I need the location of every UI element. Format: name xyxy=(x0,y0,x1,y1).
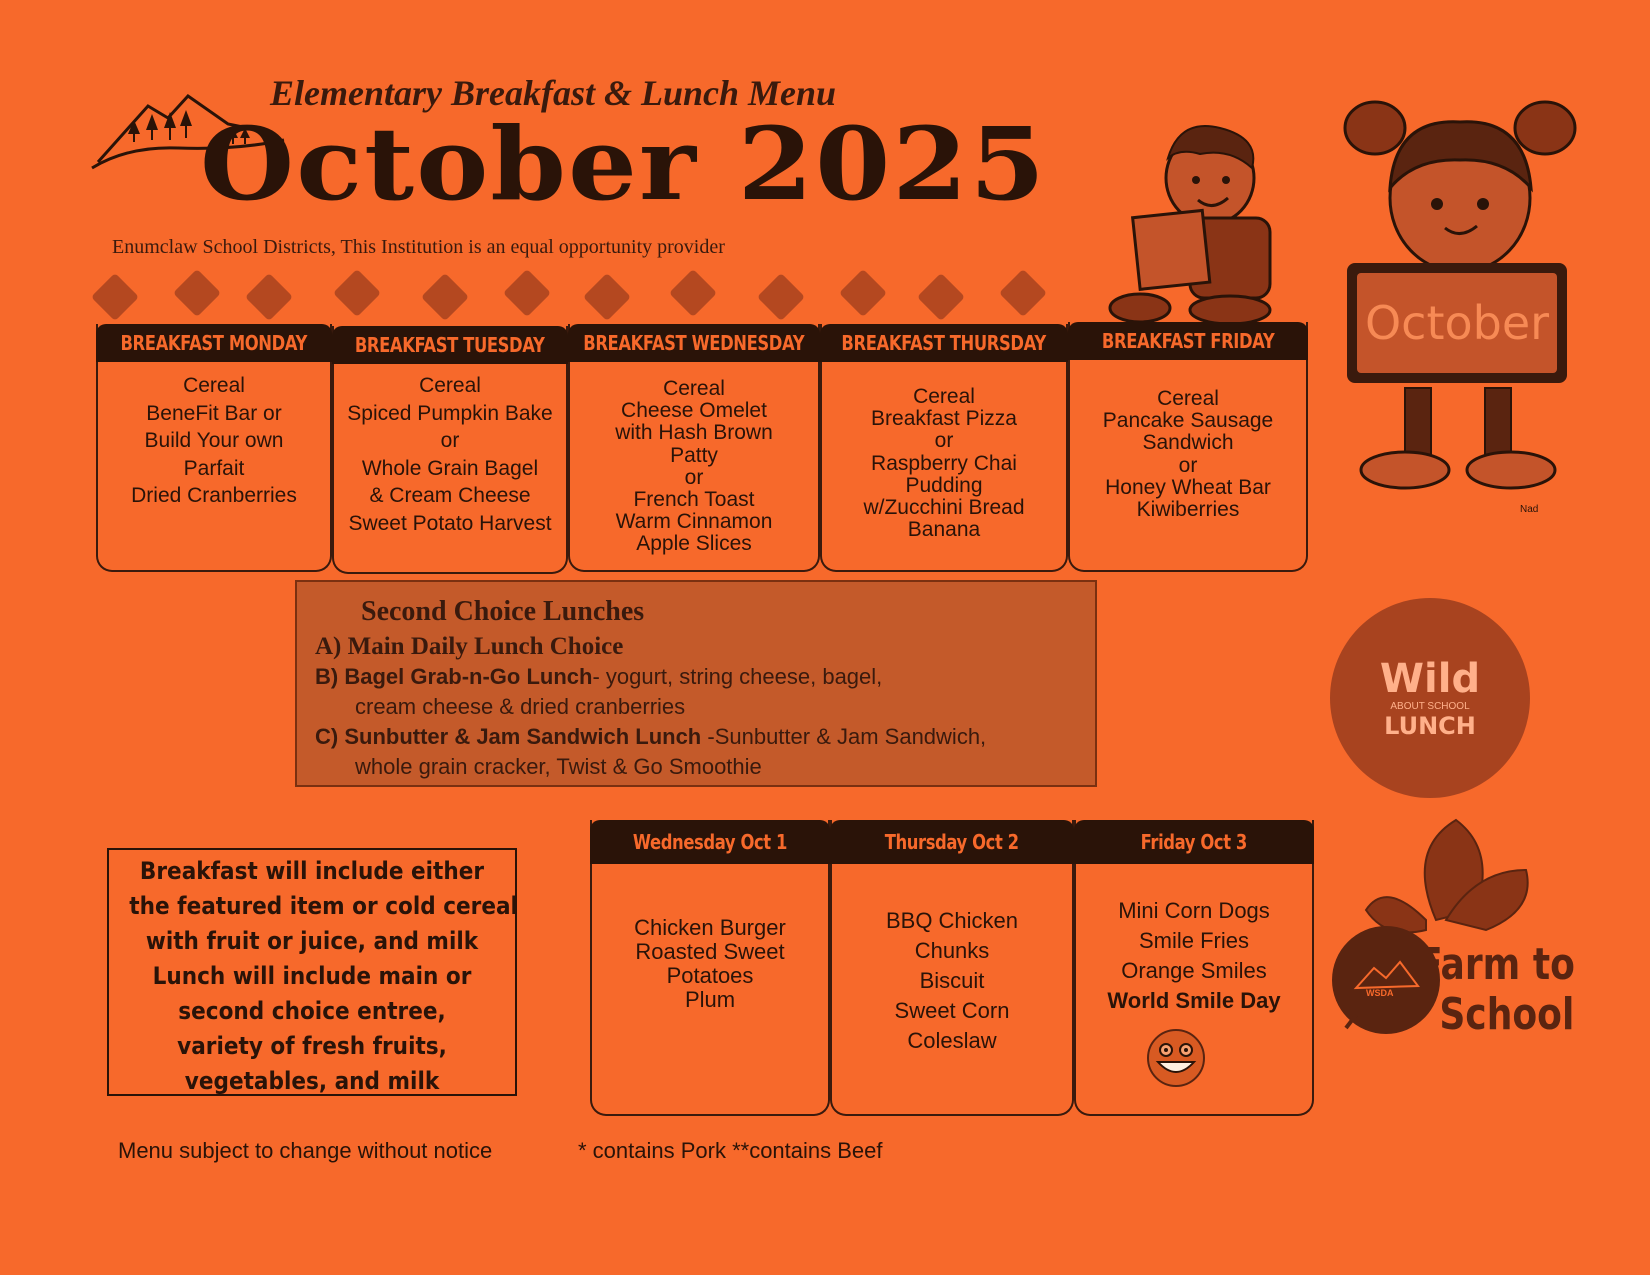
card-menu-items xyxy=(334,372,566,537)
diamond-decoration xyxy=(917,273,965,321)
menu-item: Potatoes xyxy=(666,963,754,988)
wsda-label: WSDA xyxy=(1366,988,1394,998)
card-header: Friday Oct 3 xyxy=(1074,820,1314,864)
diamond-decoration xyxy=(421,273,469,321)
menu-item: Breakfast Pizza xyxy=(871,407,1017,431)
info-line: second choice entree, xyxy=(178,997,446,1025)
breakfast-card-wednesday xyxy=(568,324,820,572)
menu-item: Cereal xyxy=(913,385,975,408)
october-sign-text: October xyxy=(1357,273,1557,373)
card-header: BREAKFAST FRIDAY xyxy=(1068,322,1308,360)
choice-b-continued: cream cheese & dried cranberries xyxy=(355,694,686,719)
menu-item: Warm Cinnamon xyxy=(615,510,773,534)
menu-item: Cheese Omelet xyxy=(621,399,767,423)
card-menu-items xyxy=(1076,896,1312,1016)
menu-item: Banana xyxy=(907,518,981,542)
info-line: variety of fresh fruits, xyxy=(177,1032,447,1060)
menu-item: Pudding xyxy=(905,473,983,497)
smiley-face-icon xyxy=(1146,1028,1206,1088)
second-choice-lunches-box xyxy=(295,580,1097,787)
menu-item: Cereal xyxy=(1157,387,1219,410)
menu-item: Chicken Burger xyxy=(634,915,786,940)
diamond-decoration xyxy=(757,273,805,321)
card-header: BREAKFAST TUESDAY xyxy=(332,326,568,364)
info-line: vegetables, and milk xyxy=(184,1067,440,1095)
diamond-decoration xyxy=(583,273,631,321)
second-choice-title: Second Choice Lunches xyxy=(361,596,645,627)
wild-about-school-lunch-logo xyxy=(1330,598,1530,798)
menu-change-notice: Menu subject to change without notice xyxy=(118,1138,493,1163)
menu-item: or xyxy=(684,465,704,489)
card-menu-items xyxy=(1070,388,1306,521)
choice-c: C) Sunbutter & Jam Sandwich Lunch -Sunbutter & Jam Sandwich, xyxy=(315,724,987,749)
diamond-decoration xyxy=(333,269,381,317)
info-line: with fruit or juice, and milk xyxy=(145,927,479,955)
menu-item: French Toast xyxy=(633,488,755,512)
page-title: October 2025 xyxy=(200,105,1048,223)
card-header: Wednesday Oct 1 xyxy=(590,820,830,864)
card-header: BREAKFAST MONDAY xyxy=(96,324,332,362)
meal-info-box xyxy=(107,848,517,1096)
menu-item: Pancake Sausage xyxy=(1102,409,1274,433)
diamond-decoration xyxy=(503,269,551,317)
menu-item: Sweet Potato Harvest xyxy=(348,511,552,535)
diamond-decoration xyxy=(91,273,139,321)
lunch-card-thursday-oct-2 xyxy=(830,820,1074,1116)
breakfast-card-thursday xyxy=(820,324,1068,572)
diamond-decoration xyxy=(245,273,293,321)
card-header: BREAKFAST THURSDAY xyxy=(820,324,1068,362)
menu-item: Whole Grain Bagel xyxy=(361,456,539,480)
wild-logo-text: Wild xyxy=(1379,655,1481,702)
artist-signature: Nad xyxy=(1520,504,1539,515)
menu-item: Roasted Sweet xyxy=(635,939,785,964)
menu-item: Spiced Pumpkin Bake xyxy=(347,401,553,425)
menu-item: Kiwiberries xyxy=(1136,498,1240,522)
diamond-decoration xyxy=(173,269,221,317)
card-menu-items xyxy=(592,916,828,1012)
menu-item: Biscuit xyxy=(919,968,985,993)
card-menu-items xyxy=(98,372,330,510)
card-menu-items xyxy=(822,386,1066,541)
menu-item: & Cream Cheese xyxy=(369,484,531,507)
menu-item: Plum xyxy=(684,987,736,1012)
menu-item: Cereal xyxy=(419,374,481,397)
diamond-decoration xyxy=(839,269,887,317)
info-line: Breakfast will include either xyxy=(139,857,485,885)
menu-subtitle: Elementary Breakfast & Lunch Menu xyxy=(270,73,837,113)
menu-item: or xyxy=(934,429,954,453)
wild-logo-sub-text: LUNCH xyxy=(1384,711,1476,740)
menu-item: or xyxy=(440,429,460,452)
menu-item: Patty xyxy=(670,443,718,467)
lunch-card-wednesday-oct-1 xyxy=(590,820,830,1116)
menu-item: with Hash Brown xyxy=(615,421,773,445)
boy-reading-icon xyxy=(1080,118,1300,328)
diamond-decoration xyxy=(999,269,1047,317)
menu-item: Mini Corn Dogs xyxy=(1118,898,1270,923)
menu-item: w/Zucchini Bread xyxy=(863,496,1025,520)
card-menu-items xyxy=(832,906,1072,1056)
menu-item: Build Your own xyxy=(144,429,284,452)
menu-item: Cereal xyxy=(663,377,725,400)
farm-to-school-logo-text: Farm to School xyxy=(1418,939,1575,1040)
choice-c-continued: whole grain cracker, Twist & Go Smoothie xyxy=(355,754,762,779)
card-header: BREAKFAST WEDNESDAY xyxy=(568,324,820,362)
card-menu-items xyxy=(570,378,818,556)
menu-item: Coleslaw xyxy=(907,1028,997,1053)
menu-item: BeneFit Bar or xyxy=(146,401,282,425)
menu-item: Cereal xyxy=(183,374,245,397)
october-sign xyxy=(1347,263,1567,383)
special-day: World Smile Day xyxy=(1107,988,1281,1013)
menu-item: Dried Cranberries xyxy=(131,484,297,507)
card-header: Thursday Oct 2 xyxy=(830,820,1074,864)
info-line: the featured item or cold cereal xyxy=(129,892,518,920)
menu-item: Sandwich xyxy=(1142,431,1234,455)
menu-item: Sweet Corn xyxy=(894,998,1010,1023)
menu-item: Smile Fries xyxy=(1138,928,1249,953)
menu-item: or xyxy=(1178,453,1198,477)
choice-a: A) Main Daily Lunch Choice xyxy=(315,633,624,660)
info-line: Lunch will include main or xyxy=(152,962,472,990)
breakfast-card-monday xyxy=(96,324,332,572)
menu-item: Chunks xyxy=(914,938,990,963)
provider-statement: Enumclaw School Districts, This Institution is an equal opportunity provider xyxy=(112,236,725,258)
menu-item: Raspberry Chai xyxy=(871,451,1017,475)
menu-item: Parfait xyxy=(183,456,245,480)
wild-logo-small-text: ABOUT SCHOOL xyxy=(1390,700,1470,712)
menu-item: BBQ Chicken xyxy=(885,908,1019,933)
breakfast-card-friday xyxy=(1068,322,1308,572)
menu-item: Honey Wheat Bar xyxy=(1105,475,1271,499)
diamond-decoration xyxy=(669,269,717,317)
choice-b: B) Bagel Grab-n-Go Lunch- yogurt, string cheese, bagel, xyxy=(315,664,883,689)
breakfast-card-tuesday xyxy=(332,326,568,574)
menu-item: Apple Slices xyxy=(636,532,752,556)
allergen-note: * contains Pork **contains Beef xyxy=(578,1138,883,1163)
menu-item: Orange Smiles xyxy=(1121,958,1267,983)
